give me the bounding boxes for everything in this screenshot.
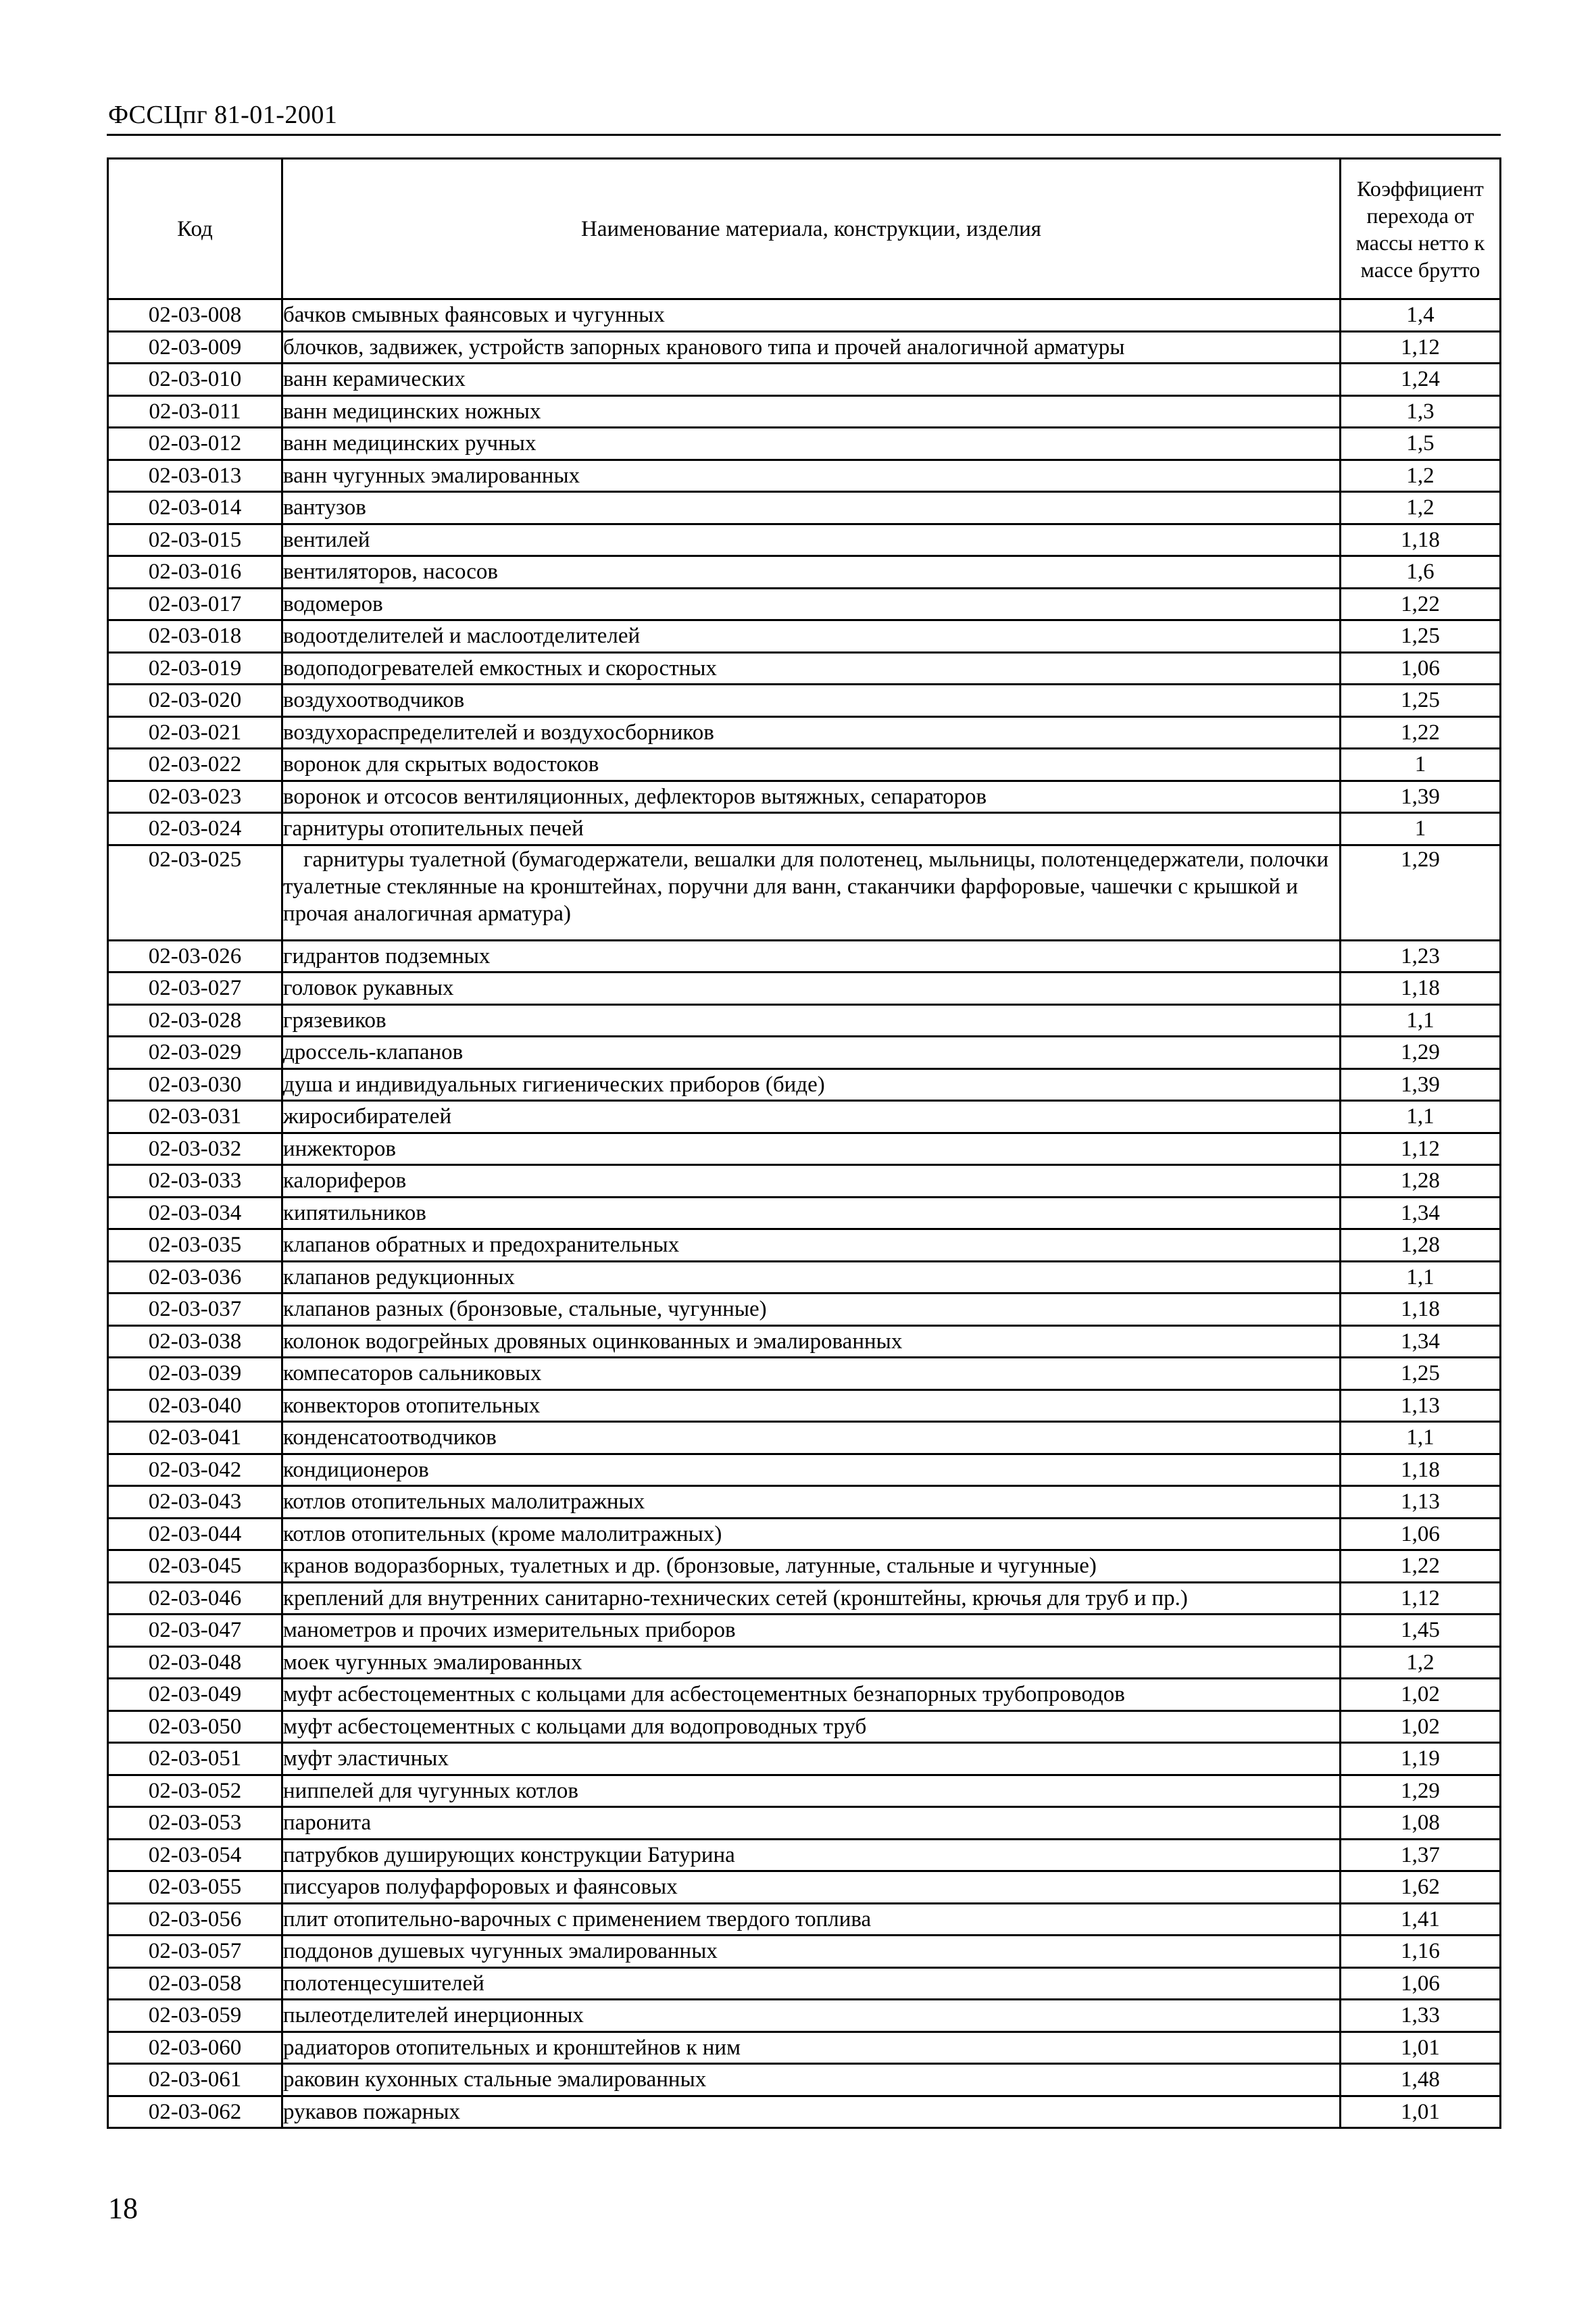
- cell-code: 02-03-057: [108, 1936, 282, 1968]
- cell-name: ванн чугунных эмалированных: [282, 460, 1341, 492]
- cell-coefficient: 1,4: [1341, 299, 1501, 332]
- cell-code: 02-03-033: [108, 1165, 282, 1198]
- cell-coefficient: 1,41: [1341, 1903, 1501, 1936]
- table-row: [108, 1679, 1501, 1711]
- cell-coefficient: 1,6: [1341, 556, 1501, 589]
- cell-name: конвекторов отопительных: [282, 1389, 1341, 1422]
- cell-coefficient: 1,01: [1341, 2096, 1501, 2128]
- cell-coefficient: 1,12: [1341, 1582, 1501, 1615]
- cell-code: 02-03-059: [108, 2000, 282, 2032]
- cell-name: плит отопительно-варочных с применением твердого топлива: [282, 1903, 1341, 1936]
- cell-coefficient: 1,06: [1341, 1967, 1501, 2000]
- cell-code: 02-03-052: [108, 1775, 282, 1807]
- cell-coefficient: 1,33: [1341, 2000, 1501, 2032]
- cell-coefficient: 1,1: [1341, 1004, 1501, 1037]
- table-row: [108, 1486, 1501, 1519]
- cell-name: грязевиков: [282, 1004, 1341, 1037]
- cell-code: 02-03-044: [108, 1518, 282, 1550]
- cell-code: 02-03-037: [108, 1294, 282, 1326]
- cell-code: 02-03-048: [108, 1646, 282, 1679]
- table-row: [108, 781, 1501, 813]
- cell-name: писсуаров полуфарфоровых и фаянсовых: [282, 1871, 1341, 1904]
- cell-coefficient: 1,28: [1341, 1165, 1501, 1198]
- cell-code: 02-03-008: [108, 299, 282, 332]
- table-header-row: [108, 159, 1501, 299]
- cell-code: 02-03-054: [108, 1839, 282, 1871]
- cell-name: компесаторов сальниковых: [282, 1358, 1341, 1390]
- cell-coefficient: 1,1: [1341, 1261, 1501, 1294]
- table-row: [108, 1454, 1501, 1486]
- table-row: [108, 1101, 1501, 1133]
- cell-code: 02-03-050: [108, 1710, 282, 1743]
- cell-name: инжекторов: [282, 1133, 1341, 1165]
- cell-code: 02-03-034: [108, 1197, 282, 1229]
- cell-name: блочков, задвижек, устройств запорных кранового типа и прочей аналогичной арматуры: [282, 331, 1341, 364]
- cell-name: жиросибирателей: [282, 1101, 1341, 1133]
- cell-name: муфт асбестоцементных с кольцами для водопроводных труб: [282, 1710, 1341, 1743]
- cell-code: 02-03-019: [108, 652, 282, 685]
- cell-name: вантузов: [282, 492, 1341, 524]
- cell-coefficient: 1,06: [1341, 652, 1501, 685]
- cell-code: 02-03-024: [108, 813, 282, 845]
- table-row: [108, 1004, 1501, 1037]
- cell-code: 02-03-051: [108, 1743, 282, 1775]
- cell-coefficient: 1,18: [1341, 1294, 1501, 1326]
- cell-name: колонок водогрейных дровяных оцинкованных и эмалированных: [282, 1325, 1341, 1358]
- cell-coefficient: 1,02: [1341, 1679, 1501, 1711]
- cell-code: 02-03-031: [108, 1101, 282, 1133]
- cell-name: головок рукавных: [282, 973, 1341, 1005]
- cell-name: раковин кухонных стальные эмалированных: [282, 2064, 1341, 2096]
- cell-coefficient: 1,5: [1341, 428, 1501, 460]
- table-body: [108, 299, 1501, 2128]
- cell-code: 02-03-053: [108, 1807, 282, 1840]
- cell-name: кондиционеров: [282, 1454, 1341, 1486]
- table-row: [108, 299, 1501, 332]
- cell-coefficient: 1,1: [1341, 1422, 1501, 1454]
- cell-name: муфт асбестоцементных с кольцами для асбестоцементных безнапорных трубопроводов: [282, 1679, 1341, 1711]
- cell-code: 02-03-010: [108, 364, 282, 396]
- table-row: [108, 2000, 1501, 2032]
- cell-code: 02-03-061: [108, 2064, 282, 2096]
- cell-name: клапанов редукционных: [282, 1261, 1341, 1294]
- table-row: [108, 1936, 1501, 1968]
- cell-name: клапанов обратных и предохранительных: [282, 1229, 1341, 1262]
- cell-name: вентилей: [282, 524, 1341, 556]
- cell-coefficient: 1,29: [1341, 845, 1501, 940]
- cell-code: 02-03-013: [108, 460, 282, 492]
- cell-coefficient: 1,13: [1341, 1389, 1501, 1422]
- cell-code: 02-03-043: [108, 1486, 282, 1519]
- cell-name: полотенцесушителей: [282, 1967, 1341, 2000]
- table-row: [108, 685, 1501, 717]
- cell-name: дроссель-клапанов: [282, 1037, 1341, 1069]
- cell-name: креплений для внутренних санитарно-технических сетей (кронштейны, крючья для труб и пр.): [282, 1582, 1341, 1615]
- cell-code: 02-03-015: [108, 524, 282, 556]
- cell-coefficient: 1,18: [1341, 524, 1501, 556]
- table-row: [108, 1518, 1501, 1550]
- table-row: [108, 1582, 1501, 1615]
- cell-name: калориферов: [282, 1165, 1341, 1198]
- cell-code: 02-03-036: [108, 1261, 282, 1294]
- table-row: [108, 1358, 1501, 1390]
- cell-code: 02-03-060: [108, 2032, 282, 2064]
- cell-name: гидрантов подземных: [282, 940, 1341, 973]
- cell-name: гарнитуры туалетной (бумагодержатели, вешалки для полотенец, мыльницы, полотенцедержатели, полочки туалетные стеклянные на кронштейнах, поручни для ванн, стаканчики фарфоровые, чашечки с крышкой и прочая аналогичная арматура): [282, 845, 1341, 940]
- cell-coefficient: 1,22: [1341, 716, 1501, 749]
- cell-code: 02-03-040: [108, 1389, 282, 1422]
- table-row: [108, 460, 1501, 492]
- cell-name: паронита: [282, 1807, 1341, 1840]
- cell-code: 02-03-058: [108, 1967, 282, 2000]
- materials-coefficient-table: [107, 157, 1501, 2129]
- cell-code: 02-03-018: [108, 620, 282, 653]
- cell-coefficient: 1,25: [1341, 685, 1501, 717]
- table-row: [108, 940, 1501, 973]
- cell-name: бачков смывных фаянсовых и чугунных: [282, 299, 1341, 332]
- cell-name: пылеотделителей инерционных: [282, 2000, 1341, 2032]
- cell-coefficient: 1,34: [1341, 1325, 1501, 1358]
- column-header-code: Код: [108, 159, 282, 299]
- cell-name: водоотделителей и маслоотделителей: [282, 620, 1341, 653]
- cell-name: котлов отопительных малолитражных: [282, 1486, 1341, 1519]
- table-row: [108, 524, 1501, 556]
- cell-code: 02-03-042: [108, 1454, 282, 1486]
- table-row: [108, 1615, 1501, 1647]
- cell-coefficient: 1,19: [1341, 1743, 1501, 1775]
- cell-coefficient: 1,34: [1341, 1197, 1501, 1229]
- table-row: [108, 364, 1501, 396]
- cell-code: 02-03-028: [108, 1004, 282, 1037]
- table-row: [108, 331, 1501, 364]
- cell-code: 02-03-041: [108, 1422, 282, 1454]
- cell-coefficient: 1,24: [1341, 364, 1501, 396]
- cell-name: поддонов душевых чугунных эмалированных: [282, 1936, 1341, 1968]
- cell-coefficient: 1,08: [1341, 1807, 1501, 1840]
- table-row: [108, 749, 1501, 781]
- cell-name: клапанов разных (бронзовые, стальные, чугунные): [282, 1294, 1341, 1326]
- cell-name: кранов водоразборных, туалетных и др. (бронзовые, латунные, стальные и чугунные): [282, 1550, 1341, 1583]
- cell-code: 02-03-039: [108, 1358, 282, 1390]
- page-number: 18: [108, 2192, 138, 2225]
- cell-coefficient: 1,18: [1341, 973, 1501, 1005]
- cell-code: 02-03-056: [108, 1903, 282, 1936]
- cell-name: муфт эластичных: [282, 1743, 1341, 1775]
- table-row: [108, 1197, 1501, 1229]
- cell-coefficient: 1,3: [1341, 395, 1501, 428]
- cell-code: 02-03-025: [108, 845, 282, 940]
- table-row: [108, 1903, 1501, 1936]
- cell-coefficient: 1,39: [1341, 781, 1501, 813]
- cell-code: 02-03-047: [108, 1615, 282, 1647]
- cell-coefficient: 1,16: [1341, 1936, 1501, 1968]
- cell-code: 02-03-023: [108, 781, 282, 813]
- cell-name: патрубков душирующих конструкции Батурина: [282, 1839, 1341, 1871]
- cell-coefficient: 1,22: [1341, 588, 1501, 620]
- table-row: [108, 1389, 1501, 1422]
- table-row: [108, 1261, 1501, 1294]
- cell-coefficient: 1,2: [1341, 492, 1501, 524]
- cell-coefficient: 1,12: [1341, 331, 1501, 364]
- cell-code: 02-03-029: [108, 1037, 282, 1069]
- table-row: [108, 620, 1501, 653]
- table-row: [108, 1133, 1501, 1165]
- cell-code: 02-03-035: [108, 1229, 282, 1262]
- cell-coefficient: 1,01: [1341, 2032, 1501, 2064]
- cell-name: конденсатоотводчиков: [282, 1422, 1341, 1454]
- cell-code: 02-03-049: [108, 1679, 282, 1711]
- cell-name: моек чугунных эмалированных: [282, 1646, 1341, 1679]
- cell-coefficient: 1,45: [1341, 1615, 1501, 1647]
- table-row: [108, 1068, 1501, 1101]
- cell-code: 02-03-055: [108, 1871, 282, 1904]
- table-row: [108, 1871, 1501, 1904]
- table-row: [108, 395, 1501, 428]
- table-row: [108, 1646, 1501, 1679]
- table-row: [108, 973, 1501, 1005]
- cell-coefficient: 1,28: [1341, 1229, 1501, 1262]
- cell-coefficient: 1,02: [1341, 1710, 1501, 1743]
- table-row: [108, 1229, 1501, 1262]
- cell-coefficient: 1,1: [1341, 1101, 1501, 1133]
- table-row: [108, 1743, 1501, 1775]
- table-row: [108, 2032, 1501, 2064]
- table-row: [108, 1710, 1501, 1743]
- cell-name: манометров и прочих измерительных приборов: [282, 1615, 1341, 1647]
- cell-code: 02-03-012: [108, 428, 282, 460]
- cell-coefficient: 1: [1341, 749, 1501, 781]
- cell-code: 02-03-017: [108, 588, 282, 620]
- cell-coefficient: 1,29: [1341, 1037, 1501, 1069]
- cell-coefficient: 1,06: [1341, 1518, 1501, 1550]
- cell-coefficient: 1,13: [1341, 1486, 1501, 1519]
- cell-code: 02-03-027: [108, 973, 282, 1005]
- table-row: [108, 1422, 1501, 1454]
- cell-name: ванн медицинских ножных: [282, 395, 1341, 428]
- cell-code: 02-03-022: [108, 749, 282, 781]
- cell-code: 02-03-016: [108, 556, 282, 589]
- cell-code: 02-03-021: [108, 716, 282, 749]
- cell-name: воронок для скрытых водостоков: [282, 749, 1341, 781]
- table-row: [108, 1967, 1501, 2000]
- table-row: [108, 813, 1501, 845]
- cell-code: 02-03-038: [108, 1325, 282, 1358]
- cell-coefficient: 1,29: [1341, 1775, 1501, 1807]
- table-row: [108, 1325, 1501, 1358]
- cell-code: 02-03-046: [108, 1582, 282, 1615]
- cell-name: вентиляторов, насосов: [282, 556, 1341, 589]
- table-row: [108, 428, 1501, 460]
- cell-code: 02-03-032: [108, 1133, 282, 1165]
- cell-name: ванн медицинских ручных: [282, 428, 1341, 460]
- cell-coefficient: 1,48: [1341, 2064, 1501, 2096]
- cell-coefficient: 1,25: [1341, 620, 1501, 653]
- table-row: [108, 2064, 1501, 2096]
- cell-code: 02-03-045: [108, 1550, 282, 1583]
- cell-coefficient: 1: [1341, 813, 1501, 845]
- cell-name: душа и индивидуальных гигиенических приборов (биде): [282, 1068, 1341, 1101]
- cell-name: воздухораспределителей и воздухосборников: [282, 716, 1341, 749]
- cell-name: ванн керамических: [282, 364, 1341, 396]
- table-row: [108, 1550, 1501, 1583]
- cell-name: гарнитуры отопительных печей: [282, 813, 1341, 845]
- table-row: [108, 845, 1501, 940]
- table-row: [108, 2096, 1501, 2128]
- table-row: [108, 716, 1501, 749]
- cell-code: 02-03-030: [108, 1068, 282, 1101]
- cell-name: радиаторов отопительных и кронштейнов к ним: [282, 2032, 1341, 2064]
- cell-name: кипятильников: [282, 1197, 1341, 1229]
- cell-name: воронок и отсосов вентиляционных, дефлекторов вытяжных, сепараторов: [282, 781, 1341, 813]
- cell-code: 02-03-020: [108, 685, 282, 717]
- cell-coefficient: 1,62: [1341, 1871, 1501, 1904]
- cell-coefficient: 1,18: [1341, 1454, 1501, 1486]
- table-row: [108, 1165, 1501, 1198]
- table-row: [108, 1294, 1501, 1326]
- table-row: [108, 1775, 1501, 1807]
- cell-coefficient: 1,2: [1341, 460, 1501, 492]
- document-code-header: ФССЦпг 81-01-2001: [108, 101, 338, 129]
- cell-name: воздухоотводчиков: [282, 685, 1341, 717]
- table-row: [108, 1807, 1501, 1840]
- table-row: [108, 1839, 1501, 1871]
- cell-coefficient: 1,25: [1341, 1358, 1501, 1390]
- cell-coefficient: 1,23: [1341, 940, 1501, 973]
- cell-code: 02-03-026: [108, 940, 282, 973]
- column-header-name: Наименование материала, конструкции, изделия: [282, 159, 1341, 299]
- cell-name: котлов отопительных (кроме малолитражных): [282, 1518, 1341, 1550]
- table-row: [108, 652, 1501, 685]
- table-row: [108, 492, 1501, 524]
- cell-name: водомеров: [282, 588, 1341, 620]
- cell-name: рукавов пожарных: [282, 2096, 1341, 2128]
- cell-code: 02-03-062: [108, 2096, 282, 2128]
- cell-code: 02-03-011: [108, 395, 282, 428]
- cell-coefficient: 1,39: [1341, 1068, 1501, 1101]
- cell-code: 02-03-014: [108, 492, 282, 524]
- cell-coefficient: 1,2: [1341, 1646, 1501, 1679]
- cell-coefficient: 1,12: [1341, 1133, 1501, 1165]
- cell-coefficient: 1,37: [1341, 1839, 1501, 1871]
- column-header-coefficient: Коэффициент перехода от массы нетто к массе брутто: [1341, 159, 1501, 299]
- table-row: [108, 1037, 1501, 1069]
- cell-coefficient: 1,22: [1341, 1550, 1501, 1583]
- cell-code: 02-03-009: [108, 331, 282, 364]
- table-row: [108, 556, 1501, 589]
- cell-name: ниппелей для чугунных котлов: [282, 1775, 1341, 1807]
- table-row: [108, 588, 1501, 620]
- cell-name: водоподогревателей емкостных и скоростных: [282, 652, 1341, 685]
- header-rule: [107, 134, 1501, 136]
